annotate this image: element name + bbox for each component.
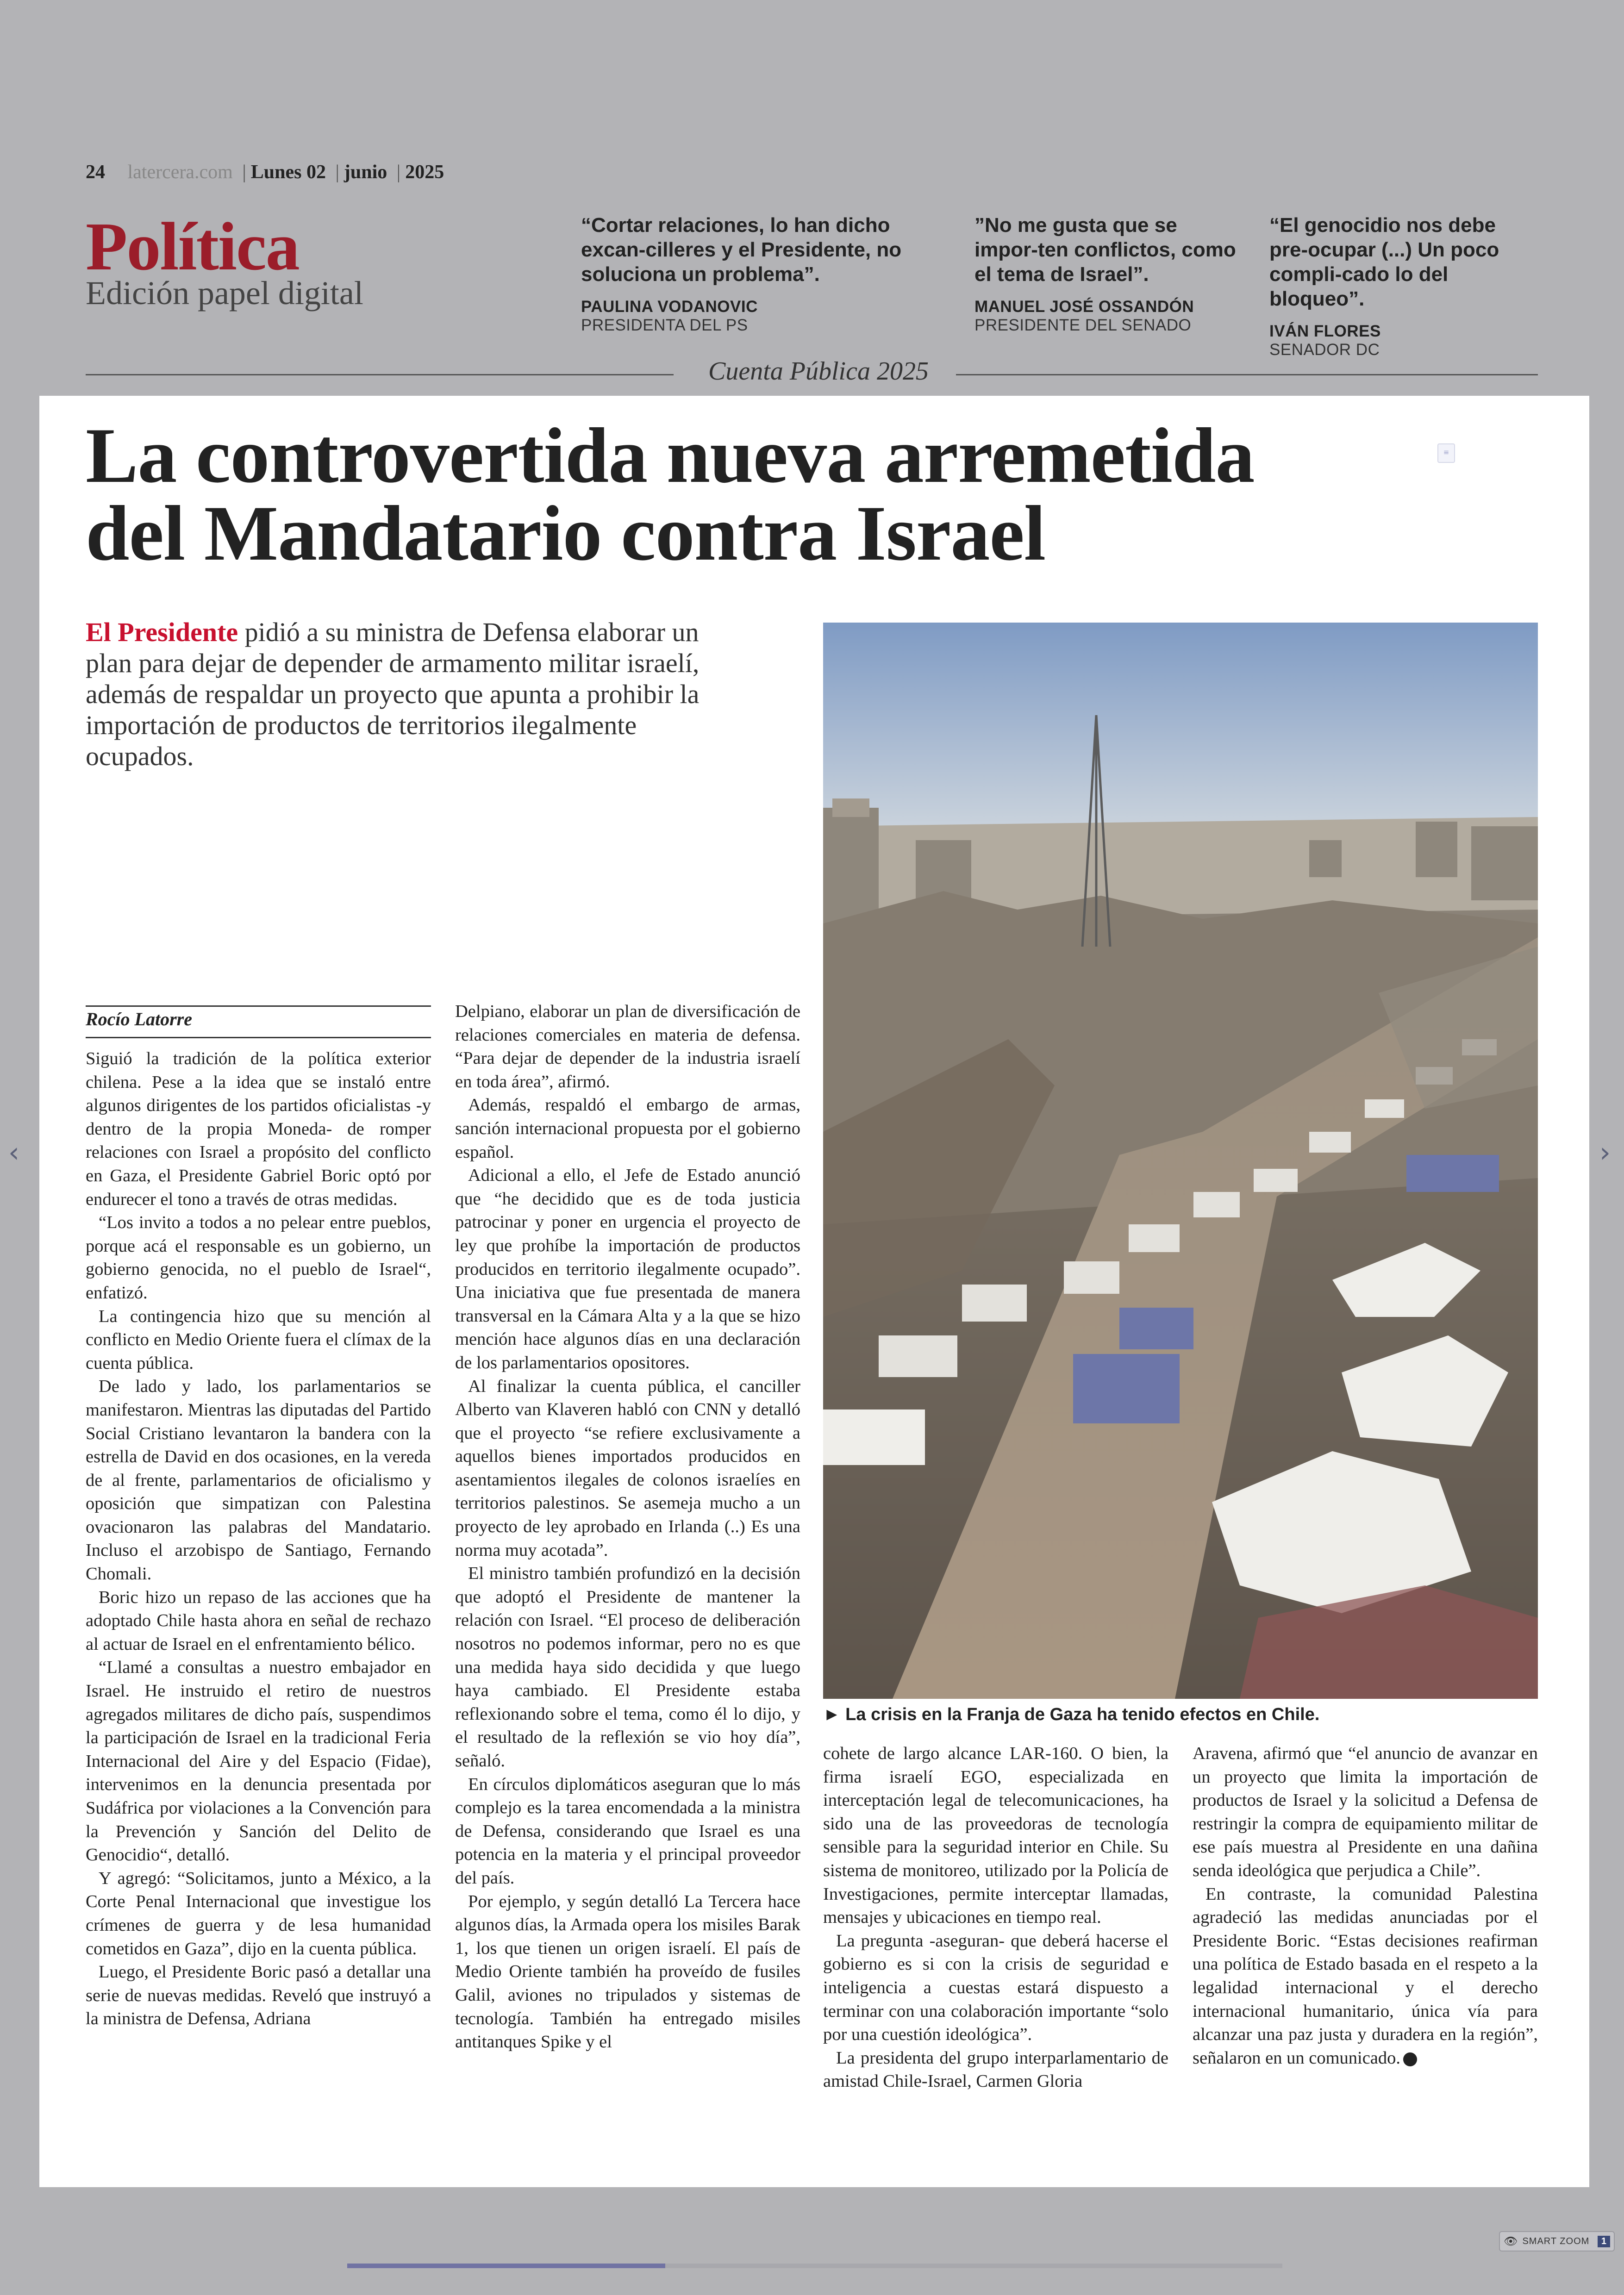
previous-page-button[interactable]: ‹ (8, 1136, 19, 1169)
paragraph: Aravena, afirmó que “el anuncio de avanzar en un proyecto que limita la importación de productos de Israel y la solicitud a Defensa de restringir la compra de equipamiento militar de ese país muestra al Presidente en una dañina senda ideológica que perjudica a Chile”. (1193, 1744, 1538, 1880)
paragraph-text: En contraste, la comunidad Palestina agradeció las medidas anunciadas por el Presidente Boric. “Estas decisiones reafirman una política de Estado basada en el respeto a la legalidad internacional y el derecho internacional humanitario, única vía para alcanzar una paz justa y duradera en la región”, señalaron en un comunicado. (1193, 1884, 1538, 2068)
paragraph: Delpiano, elaborar un plan de diversificación de relaciones comerciales en materia de defensa. “Para dejar de depender de la industria israelí en toda área”, afirmó. (455, 1002, 800, 1091)
article-column-2 (455, 1000, 800, 2054)
byline-rule-bottom (86, 1037, 431, 1038)
quote-author: PAULINA VODANOVIC (581, 298, 758, 316)
eye-icon: 👁 (1504, 2235, 1518, 2248)
end-mark-icon (1403, 2052, 1417, 2066)
lead-paragraph (86, 617, 720, 772)
smart-zoom-label: SMART ZOOM (1522, 2236, 1590, 2246)
paragraph: La contingencia hizo que su mención al conflicto en Medio Oriente fuera el clímax de la cuenta pública. (86, 1306, 431, 1373)
article-column-4 (1193, 1742, 1538, 2070)
paragraph: La presidenta del grupo interparlamentario de amistad Chile-Israel, Carmen Gloria (823, 2048, 1168, 2091)
issue-year: 2025 (405, 162, 444, 183)
quote-1 (581, 213, 947, 335)
site-name: latercera.com (127, 162, 233, 183)
issue-meta: 24 latercera.com | Lunes 02 | junio | 2025 (86, 162, 444, 183)
paragraph: El ministro también profundizó en la decisión que adoptó el Presidente de mantener la relación con Israel. “El proceso de deliberación nosotros no podemos informar, pero no es que una medida haya sido decidida y que luego haya cambiado. El Presidente estaba reflexionando sobre el tema, como él lo dijo, y el resultado de la reflexión se vio hoy día”, señaló. (455, 1564, 800, 1771)
kicker-rule-left (86, 374, 674, 375)
gaza-aerial-image (823, 623, 1538, 1699)
paragraph: “Los invito a todos a no pelear entre pueblos, porque acá el responsable es un gobierno, un gobierno genocida, no el pueblo de Israel“, enfatizó. (86, 1213, 431, 1303)
paragraph: Al finalizar la cuenta pública, el canciller Alberto van Klaveren habló con CNN y detalló que el proyecto “se refiere exclusivamente a aquellos bienes importados producidos en asentamientos ilegales de colonos israelíes en territorios palestinos. Se asemeja mucho a un proyecto de ley aprobado en Irlanda (..) Es una norma muy acotada”. (455, 1376, 800, 1560)
headline-line: La controvertida nueva arremetida (86, 412, 1255, 499)
edition-label: Edición papel digital (86, 274, 363, 312)
quote-role: PRESIDENTE DEL SENADO (974, 316, 1192, 334)
paragraph: Y agregó: “Solicitamos, junto a México, a la Corte Penal Internacional que investigue los crímenes de guerra y de lesa humanidad cometidos en Gaza”, dijo en la cuenta pública. (86, 1868, 431, 1958)
paragraph: Boric hizo un repaso de las acciones que ha adoptado Chile hasta ahora en señal de rechazo al actuar de Israel en el enfrentamiento bélico. (86, 1587, 431, 1654)
gaza-photo (823, 623, 1538, 1699)
paragraph: Además, respaldó el embargo de armas, sanción internacional propuesta por el gobierno español. (455, 1095, 800, 1162)
paragraph (1193, 1883, 1538, 2070)
paragraph: Siguió la tradición de la política exterior chilena. Pese a la idea que se instaló entre algunos dirigentes de los partidos oficialistas -y dentro de la propia Moneda- de romper relaciones con Israel a propósito del conflicto en Gaza, el Presidente Gabriel Boric optó por endurecer el tono a través de otras medidas. (86, 1049, 431, 1209)
quote-author: IVÁN FLORES (1269, 322, 1381, 340)
page-progress-fill (347, 2264, 665, 2268)
paragraph: “Llamé a consultas a nuestro embajador en Israel. He instruido el retiro de nuestros agregados militares de dicho país, suspendimos la participación de Israel en la tradicional Feria Internacional del Aire y del Espacio (Fidae), intervenimos en la denuncia presentada por Sudáfrica por violaciones a la Convención para la Prevención y Sanción del Delito de Genocidio“, detalló. (86, 1658, 431, 1865)
article-column-3 (823, 1742, 1168, 2093)
byline-rule-top (86, 1005, 431, 1007)
headline (86, 412, 1428, 577)
lead-highlight: El Presidente (86, 617, 238, 647)
quote-2 (974, 213, 1243, 335)
paragraph: De lado y lado, los parlamentarios se manifestaron. Mientras las diputadas del Partido Social Cristiano levantaron la bandera con la estrella de David en dos ocasiones, en la vereda de al frente, parlamentarios de oficialismo y oposición que simpatizan con Palestina ovacionaron las palabras del Mandatario. Incluso el arzobispo de Santiago, Fernando Chomali. (86, 1377, 431, 1584)
page-number: 24 (86, 162, 105, 183)
paragraph: Adicional a ello, el Jefe de Estado anunció que “he decidido que es de toda justicia patrocinar y poner en urgencia el proyecto de ley que prohíbe la importación de productos producidos en territorio ilegalmente ocupado”. Una iniciativa que fue presentada de manera transversal en la Cámara Alta y a la que se hizo mención hace algunos días en una declaración de los parlamentarios opositores. (455, 1166, 800, 1372)
issue-month: junio (344, 162, 387, 183)
kicker-rule-right (956, 374, 1538, 375)
paragraph: Luego, el Presidente Boric pasó a detallar una serie de nuevas medidas. Reveló que instruyó a la ministra de Defensa, Adriana (86, 1962, 431, 2029)
issue-day: Lunes 02 (250, 162, 326, 183)
paragraph: La pregunta -aseguran- que deberá hacerse el gobierno es si con la crisis de seguridad e inteligencia a cuestas estará dispuesto a terminar con una colaboración importante “solo por una cuestión ideológica”. (823, 1931, 1168, 2045)
quote-role: SENADOR DC (1269, 341, 1380, 359)
quote-text: ”No me gusta que se impor-ten conflictos, como el tema de Israel”. (974, 214, 1236, 286)
paragraph: Por ejemplo, y según detalló La Tercera hace algunos días, la Armada opera los misiles Barak 1, los que tienen un origen israelí. El país de Medio Oriente también ha proveído de fusiles Galil, aviones no tripulados y sistemas de tecnología. También ha entregado misiles antitanques Spike y el (455, 1891, 800, 2052)
note-icon[interactable]: ≡ (1437, 443, 1455, 463)
byline: Rocío Latorre (86, 1009, 192, 1029)
paragraph: En círculos diplomáticos aseguran que lo más complejo es la tarea encomendada a la ministra de Defensa, considerando que Israel es una potencia en la materia y el principal proveedor del país. (455, 1774, 800, 1888)
zoom-page-indicator: 1 (1598, 2236, 1610, 2247)
photo-caption: ► La crisis en la Franja de Gaza ha tenido efectos en Chile. (823, 1705, 1320, 1724)
headline-line: del Mandatario contra Israel (86, 490, 1046, 577)
quote-role: PRESIDENTA DEL PS (581, 316, 748, 334)
next-page-button[interactable]: › (1599, 1136, 1611, 1169)
kicker: Cuenta Pública 2025 (708, 357, 929, 386)
quote-3 (1269, 213, 1538, 359)
smart-zoom-button[interactable] (1499, 2231, 1615, 2251)
quote-author: MANUEL JOSÉ OSSANDÓN (974, 298, 1194, 316)
quote-text: “Cortar relaciones, lo han dicho excan-cilleres y el Presidente, no soluciona un problema”. (581, 214, 902, 286)
quote-text: “El genocidio nos debe pre-ocupar (...) Un poco compli-cado lo del bloqueo”. (1269, 214, 1499, 310)
article-column-1 (86, 1047, 431, 2031)
section-title: Política (86, 209, 299, 285)
lead-text: pidió a su ministra de Defensa elaborar un plan para dejar de depender de armamento militar israelí, además de respaldar un proyecto que apunta a prohibir la importación de productos de territorios ilegalmente ocupados. (86, 617, 700, 771)
paragraph: cohete de largo alcance LAR-160. O bien, la firma israelí EGO, especializada en interceptación legal de telecomunicaciones, ha sido una de las proveedoras de tecnología sensible para la seguridad interior en Chile. Su sistema de monitoreo, utilizado por la Policía de Investigaciones, permite interceptar llamadas, mensajes y ubicaciones en tiempo real. (823, 1744, 1168, 1927)
